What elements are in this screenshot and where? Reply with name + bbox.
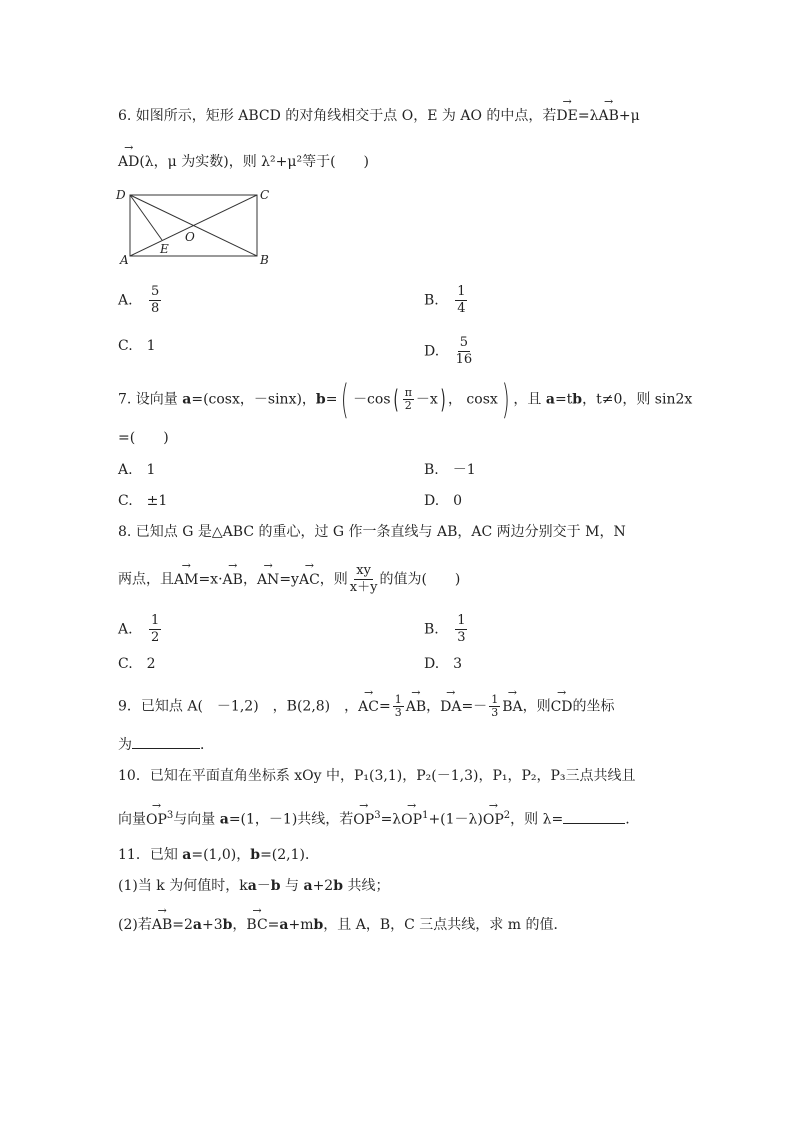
- left-paren: (: [341, 376, 350, 423]
- q7-text: －x: [415, 391, 438, 408]
- q10-line-1: 10．已知在平面直角坐标系 xOy 中，P₁(3,1)，P₂(－1,3)，P₁，P₂，P₃三点共线且: [118, 768, 636, 784]
- q9-text: 9．已知点 A( －1,2) ，B(2,8) ，: [118, 698, 359, 715]
- vector-am: → AM: [174, 570, 198, 590]
- denominator: 8: [151, 301, 160, 316]
- label-e: E: [160, 242, 169, 256]
- vector-b: b: [270, 878, 281, 894]
- q10-text: =(1，－1)共线，若: [228, 811, 354, 828]
- denominator: 2: [151, 630, 160, 645]
- denominator: 3: [457, 630, 466, 645]
- subscript: 3: [374, 810, 381, 821]
- vector-op1: → OP: [401, 810, 422, 830]
- q9-text: ．: [200, 737, 214, 753]
- vector-ba: → BA: [502, 697, 522, 717]
- label-b: B: [260, 253, 269, 267]
- denominator: x＋y: [349, 580, 378, 595]
- label-d: D: [116, 188, 126, 202]
- vector-a: a: [545, 391, 555, 408]
- subscript: 1: [422, 810, 429, 821]
- q11-line-1: [118, 845, 319, 865]
- q8-text: ，则: [319, 571, 348, 588]
- q7-option-a[interactable]: A. 1: [118, 462, 156, 478]
- q11-text: ，且 A，B，C 三点共线，求 m 的值．: [323, 917, 568, 933]
- q8-text: =y: [279, 571, 299, 588]
- vector-a: a: [279, 917, 289, 933]
- label-o: O: [185, 230, 195, 244]
- vector-ab: → AB: [598, 106, 618, 126]
- q11-text: +2: [312, 878, 334, 894]
- q7-text: ， cosx: [447, 391, 498, 408]
- q6-eq: =λ: [577, 108, 599, 124]
- q11-text: =(2,1)．: [260, 847, 319, 863]
- segment-de: [130, 195, 162, 240]
- fraction: [456, 335, 473, 368]
- vector-ab: → AB: [152, 915, 172, 935]
- q8-text: ，: [242, 571, 257, 588]
- q11-line-2: [118, 876, 389, 896]
- q8-line-2: [118, 563, 460, 596]
- vector-a: a: [303, 878, 313, 894]
- numerator: xy: [356, 563, 371, 578]
- fraction: [149, 613, 161, 646]
- fraction: [455, 613, 467, 646]
- vector-a: a: [219, 811, 229, 828]
- vector-b: b: [315, 391, 326, 408]
- vector-op3: → OP: [353, 810, 374, 830]
- vector-ab: → AB: [223, 570, 243, 590]
- q6-option-c[interactable]: C. 1: [118, 338, 156, 354]
- q11-text: －: [256, 878, 271, 894]
- q7-option-b[interactable]: B. －1: [424, 462, 476, 478]
- q8-option-d[interactable]: D. 3: [424, 656, 463, 672]
- q9-text: ，则: [522, 698, 551, 715]
- q10-text: ，则 λ=: [510, 811, 564, 828]
- q10-text: +(1－λ): [428, 811, 483, 828]
- q9-text: 的坐标: [572, 698, 615, 715]
- q9-text: ，: [426, 698, 441, 715]
- option-label: B.: [424, 292, 439, 309]
- vector-ac: → AC: [358, 697, 379, 717]
- q7-option-d[interactable]: D. 0: [424, 493, 463, 509]
- denominator: 3: [394, 706, 402, 719]
- q7-option-c[interactable]: C. ±1: [118, 493, 168, 509]
- q6-option-d[interactable]: [424, 335, 474, 368]
- q11-text: =(1,0)，: [191, 847, 251, 863]
- q11-text: (1)当 k 为何值时，k: [118, 878, 248, 894]
- q7-text: =(cosx，－sinx)，: [191, 391, 316, 408]
- q8-text: 两点，且: [118, 571, 174, 588]
- q11-text: ，: [232, 917, 247, 933]
- q10-line-2: [118, 806, 630, 830]
- q11-line-3: [118, 915, 567, 935]
- q8-option-c[interactable]: C. 2: [118, 656, 156, 672]
- answer-blank[interactable]: [132, 748, 200, 749]
- vector-b: b: [572, 391, 583, 408]
- q11-text: +m: [288, 917, 314, 933]
- q9-line-2: [118, 735, 214, 755]
- fraction-one-third: [393, 694, 404, 719]
- vector-an: → AN: [257, 570, 279, 590]
- vector-b: b: [313, 917, 324, 933]
- q9-text: =: [378, 698, 391, 715]
- q9-text: 为: [118, 737, 132, 753]
- option-label: A.: [118, 621, 133, 638]
- vector-a: a: [182, 391, 192, 408]
- q6-option-b[interactable]: [424, 284, 469, 317]
- denominator: 16: [455, 352, 473, 367]
- subscript: 2: [503, 810, 511, 821]
- option-label: B.: [424, 621, 439, 638]
- q10-text: 向量: [118, 811, 146, 828]
- numerator: 1: [457, 284, 466, 299]
- q8-line-1: 8. 已知点 G 是△ABC 的重心，过 G 作一条直线与 AB，AC 两边分别交于 M，N: [118, 524, 626, 540]
- vector-da: → DA: [440, 697, 461, 717]
- fraction: [149, 284, 161, 317]
- q9-text: =－: [461, 698, 488, 715]
- q11-text: =2: [172, 917, 193, 933]
- vector-ab: → AB: [406, 697, 426, 717]
- q6-plus-mu: +μ: [618, 108, 640, 124]
- q6-line-1: [118, 106, 640, 126]
- vector-ad: → AD: [118, 152, 139, 172]
- q7-line-2: =( ): [118, 430, 169, 446]
- q7-text: －cos: [353, 391, 391, 408]
- numerator: π: [404, 386, 412, 399]
- fraction-pi-over-2: [403, 387, 414, 412]
- vector-a: a: [182, 847, 192, 863]
- q11-text: (2)若: [118, 917, 152, 933]
- q7-line-1: [118, 376, 693, 423]
- vector-op2: → OP: [483, 810, 504, 830]
- rectangle-figure: [112, 182, 282, 270]
- q11-text: 与: [280, 878, 304, 894]
- denominator: 2: [404, 399, 412, 412]
- q11-text: =: [267, 917, 280, 933]
- label-c: C: [260, 188, 270, 202]
- label-a: A: [120, 253, 129, 267]
- fraction-one-third: [489, 694, 500, 719]
- vector-bc: → BC: [246, 915, 267, 935]
- numerator: 5: [151, 284, 160, 299]
- q7-text: 7. 设向量: [118, 391, 183, 408]
- right-paren: ): [501, 376, 510, 423]
- q6-text-2: (λ，μ 为实数)，则 λ²+μ²等于( ): [139, 154, 369, 170]
- numerator: 1: [151, 613, 160, 628]
- q7-text: ，且: [513, 391, 546, 408]
- vector-de: → DE: [556, 106, 577, 126]
- numerator: 1: [394, 693, 402, 706]
- q6-option-a[interactable]: [118, 284, 163, 317]
- denominator: 4: [457, 301, 466, 316]
- q6-line-2: [118, 152, 369, 172]
- vector-cd: → CD: [551, 697, 573, 717]
- q7-text: =: [325, 391, 338, 408]
- subscript: 3: [166, 810, 174, 821]
- q11-text: 共线；: [343, 878, 390, 894]
- option-label: A.: [118, 292, 133, 309]
- fraction-xy: [350, 563, 378, 596]
- vector-b: b: [333, 878, 343, 894]
- numerator: 1: [457, 613, 466, 628]
- option-label: D.: [424, 343, 440, 360]
- numerator: 1: [491, 693, 499, 706]
- left-paren: (: [393, 384, 399, 415]
- right-paren: ): [440, 384, 446, 415]
- q10-text: =λ: [380, 811, 402, 828]
- q7-text: =t: [554, 391, 573, 408]
- q6-text: 6. 如图所示，矩形 ABCD 的对角线相交于点 O，E 为 AO 的中点，若: [118, 108, 557, 124]
- denominator: 3: [491, 706, 499, 719]
- vector-ac: → AC: [299, 570, 320, 590]
- q8-text: 的值为( ): [379, 571, 461, 588]
- q8-option-b[interactable]: [424, 613, 469, 646]
- numerator: 5: [459, 335, 469, 350]
- q10-text: 与向量: [173, 811, 220, 828]
- vector-b: b: [250, 847, 261, 863]
- q9-line-1: [118, 694, 615, 719]
- vector-a: a: [247, 878, 257, 894]
- fraction: [455, 284, 467, 317]
- vector-a: a: [192, 917, 202, 933]
- answer-blank[interactable]: [563, 823, 625, 824]
- vector-op3: → OP: [146, 810, 167, 830]
- q7-text: ，t≠0，则 sin2x: [582, 391, 693, 408]
- vector-b: b: [222, 917, 233, 933]
- q8-option-a[interactable]: [118, 613, 163, 646]
- q10-text: .: [625, 811, 630, 828]
- q11-text: 11．已知: [118, 847, 183, 863]
- q8-text: =x·: [198, 571, 223, 588]
- q11-text: +3: [201, 917, 223, 933]
